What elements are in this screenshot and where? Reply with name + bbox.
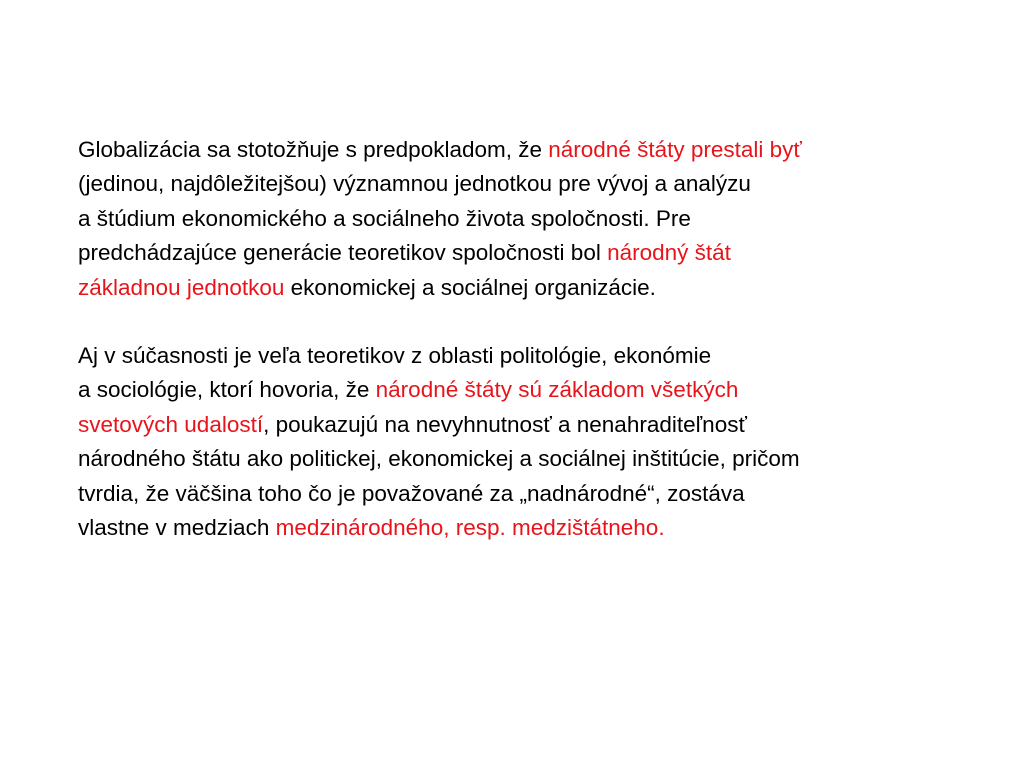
text-line <box>78 442 1008 476</box>
highlighted-text-run: medzinárodného, resp. medzištátneho. <box>275 515 665 541</box>
text-run: , poukazujú na nevyhnutnosť a nenahraditeľnosť <box>263 411 747 437</box>
text-line <box>78 511 1008 545</box>
slide-body-text <box>78 133 1008 545</box>
highlighted-text-run: národné štáty prestali byť <box>548 137 802 162</box>
text-line <box>78 236 1008 270</box>
text-run: Aj v súčasnosti je veľa teoretikov z oblasti politológie, ekonómie <box>78 343 712 369</box>
highlighted-text-run: svetových udalostí <box>78 411 264 437</box>
highlighted-text-run: národný štát <box>607 240 731 266</box>
text-run: národného štátu ako politickej, ekonomickej a sociálnej inštitúcie, pričom <box>78 446 800 472</box>
text-line <box>78 339 1008 373</box>
text-line <box>78 477 1008 511</box>
text-run: a štúdium ekonomického a sociálneho života spoločnosti. Pre <box>78 205 691 231</box>
highlighted-text-run: základnou jednotkou <box>78 274 285 300</box>
highlighted-text-run: národné štáty sú základom všetkých <box>375 377 739 403</box>
text-line <box>78 133 1008 167</box>
text-line <box>78 408 1008 442</box>
text-run: predchádzajúce generácie teoretikov spoločnosti bol <box>78 240 608 266</box>
text-run: a sociológie, ktorí hovoria, že <box>78 377 376 403</box>
text-run: tvrdia, že väčšina toho čo je považované za „nadnárodné“, zostáva <box>78 480 745 506</box>
text-run: Globalizácia sa stotožňuje s predpokladom, že <box>78 137 549 162</box>
text-run: ekonomickej a sociálnej organizácie. <box>284 274 656 300</box>
text-line <box>78 271 1008 305</box>
text-line <box>78 167 1008 201</box>
text-run: vlastne v medziach <box>78 515 276 541</box>
paragraph <box>78 339 1008 545</box>
text-line <box>78 373 1008 407</box>
text-run: (jedinou, najdôležitejšou) významnou jednotkou pre vývoj a analýzu <box>78 171 751 197</box>
paragraph <box>78 133 1008 305</box>
text-line <box>78 202 1008 236</box>
